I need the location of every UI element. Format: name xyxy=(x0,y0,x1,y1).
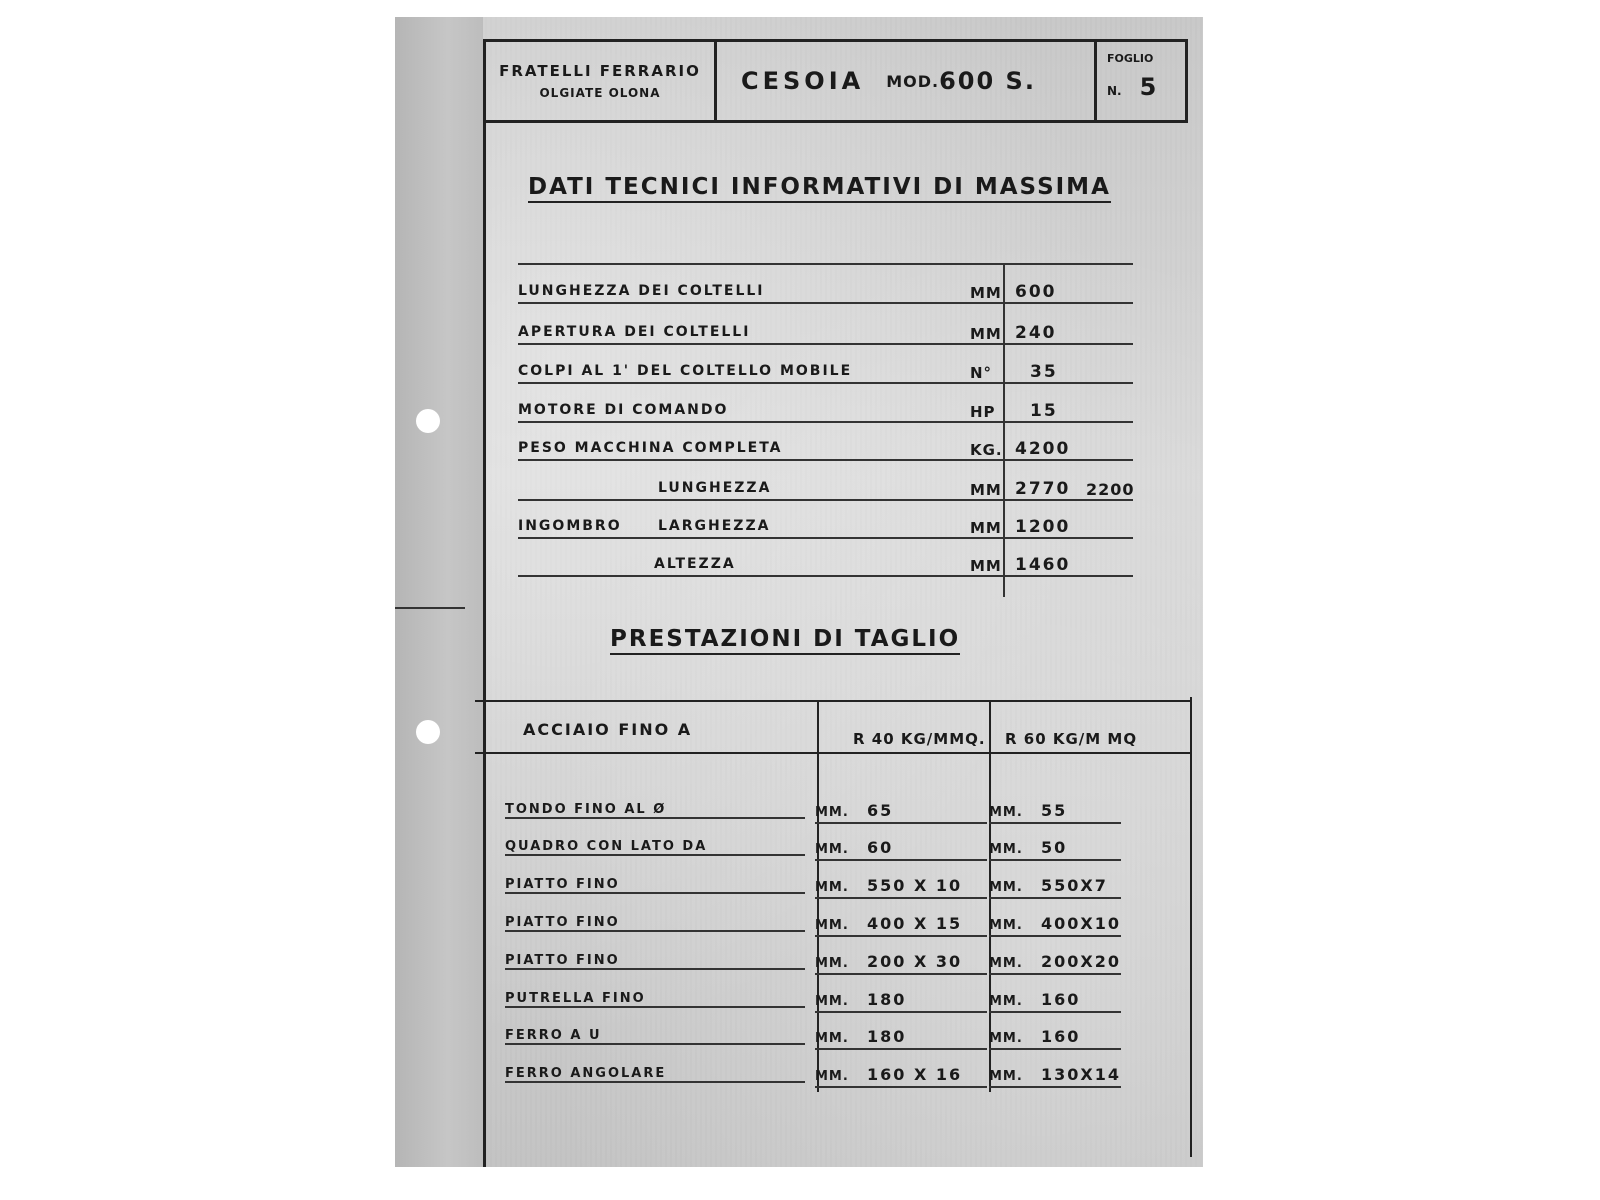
tech-row xyxy=(518,431,1133,461)
tech-unit: HP xyxy=(970,403,996,421)
sheet-n-label: N. xyxy=(1107,84,1122,98)
value: 50 xyxy=(1041,838,1068,857)
r40-cell xyxy=(815,911,987,937)
tech-unit: MM xyxy=(970,519,1002,537)
r60-cell xyxy=(989,798,1121,824)
unit: MM. xyxy=(815,1069,849,1084)
tech-value: 15 xyxy=(1030,401,1058,421)
r60-cell xyxy=(989,987,1121,1013)
tech-row xyxy=(518,354,1133,384)
unit: MM. xyxy=(989,842,1023,857)
row-label: PUTRELLA FINO xyxy=(505,991,805,1008)
value: 160 xyxy=(1041,1027,1081,1046)
company-name: FRATELLI FERRARIO xyxy=(499,62,701,80)
value: 200X20 xyxy=(1041,952,1121,971)
tech-value-alt: 2200 xyxy=(1086,480,1135,499)
value: 200 X 30 xyxy=(867,952,963,971)
column-header-material: ACCIAIO FINO A xyxy=(523,720,693,739)
value: 550 X 10 xyxy=(867,876,963,895)
value: 65 xyxy=(867,801,894,820)
r40-cell xyxy=(815,835,987,861)
tech-value: 1460 xyxy=(1015,555,1071,575)
model-number: 600 S. xyxy=(939,67,1036,95)
punch-hole xyxy=(416,409,440,433)
table-rule xyxy=(475,700,1191,702)
company-city: OLGIATE OLONA xyxy=(539,86,661,100)
tech-label: LUNGHEZZA DEI COLTELLI xyxy=(518,283,765,299)
r40-cell xyxy=(815,798,987,824)
tech-row xyxy=(518,274,1133,304)
unit: MM. xyxy=(989,880,1023,895)
row-label: TONDO FINO AL Ø xyxy=(505,802,805,819)
unit: MM. xyxy=(815,880,849,895)
row-label: PIATTO FINO xyxy=(505,915,805,932)
tech-label: LUNGHEZZA xyxy=(658,480,772,496)
r60-cell xyxy=(989,949,1121,975)
tech-unit: MM xyxy=(970,325,1002,343)
tech-value: 4200 xyxy=(1015,439,1071,459)
tech-row xyxy=(518,393,1133,423)
tech-unit: MM xyxy=(970,481,1002,499)
title-block xyxy=(483,39,1188,123)
table-row xyxy=(505,907,1125,937)
table-row xyxy=(505,983,1125,1013)
binding-margin xyxy=(395,17,483,1167)
company-block xyxy=(486,42,717,120)
value: 400X10 xyxy=(1041,914,1121,933)
column-header-r40: R 40 KG/MMQ. xyxy=(853,730,986,748)
r40-cell xyxy=(815,949,987,975)
r60-cell xyxy=(989,835,1121,861)
tech-label: APERTURA DEI COLTELLI xyxy=(518,324,751,340)
tech-label: INGOMBRO xyxy=(518,518,622,534)
tech-label: PESO MACCHINA COMPLETA xyxy=(518,440,783,456)
unit: MM. xyxy=(815,842,849,857)
unit: MM. xyxy=(989,805,1023,820)
table-row xyxy=(505,831,1125,861)
technical-data-title: DATI TECNICI INFORMATIVI DI MASSIMA xyxy=(528,174,1111,203)
table-row xyxy=(505,869,1125,899)
tech-label: COLPI AL 1' DEL COLTELLO MOBILE xyxy=(518,363,853,379)
table-row xyxy=(505,1020,1125,1050)
value: 160 X 16 xyxy=(867,1065,963,1084)
value: 60 xyxy=(867,838,894,857)
unit: MM. xyxy=(989,1069,1023,1084)
row-label: QUADRO CON LATO DA xyxy=(505,839,805,856)
value: 400 X 15 xyxy=(867,914,963,933)
value: 130X14 xyxy=(1041,1065,1121,1084)
tech-row xyxy=(518,509,1133,539)
punch-hole xyxy=(416,720,440,744)
table-row xyxy=(505,945,1125,975)
value: 160 xyxy=(1041,990,1081,1009)
value: 55 xyxy=(1041,801,1068,820)
model-label: MOD. xyxy=(886,71,940,91)
tech-label: ALTEZZA xyxy=(654,556,736,572)
table-row xyxy=(505,1058,1125,1088)
row-label: PIATTO FINO xyxy=(505,953,805,970)
tech-value: 1200 xyxy=(1015,517,1071,537)
document-title-block xyxy=(717,42,1097,120)
r60-cell xyxy=(989,1062,1121,1088)
sheet-number-row xyxy=(1107,73,1185,101)
cutting-table xyxy=(475,700,1191,1170)
r60-cell xyxy=(989,873,1121,899)
tech-row xyxy=(518,315,1133,345)
tech-unit: MM xyxy=(970,557,1002,575)
tech-unit: MM xyxy=(970,284,1002,302)
r40-cell xyxy=(815,1062,987,1088)
sheet-number: 5 xyxy=(1139,73,1157,101)
row-label: PIATTO FINO xyxy=(505,877,805,894)
table-rule xyxy=(475,752,1191,754)
tech-value: 2770 xyxy=(1015,479,1071,499)
r40-cell xyxy=(815,873,987,899)
tech-value: 600 xyxy=(1015,282,1057,302)
fold-mark xyxy=(395,607,465,609)
value: 180 xyxy=(867,990,907,1009)
tech-row xyxy=(518,471,1133,501)
r60-cell xyxy=(989,911,1121,937)
tech-value: 240 xyxy=(1015,323,1057,343)
table-row xyxy=(505,794,1125,824)
unit: MM. xyxy=(815,956,849,971)
r40-cell xyxy=(815,1024,987,1050)
unit: MM. xyxy=(989,918,1023,933)
tech-value: 35 xyxy=(1030,362,1058,382)
unit: MM. xyxy=(815,994,849,1009)
machine-name: CESOIA xyxy=(741,67,865,95)
tech-unit: N° xyxy=(970,364,993,382)
tech-row xyxy=(518,547,1133,577)
unit: MM. xyxy=(815,918,849,933)
unit: MM. xyxy=(815,805,849,820)
row-label: FERRO ANGOLARE xyxy=(505,1066,805,1083)
cutting-performance-title: PRESTAZIONI DI TAGLIO xyxy=(610,626,960,655)
scanned-sheet xyxy=(395,17,1203,1167)
value: 550X7 xyxy=(1041,876,1108,895)
unit: MM. xyxy=(815,1031,849,1046)
unit: MM. xyxy=(989,956,1023,971)
unit: MM. xyxy=(989,1031,1023,1046)
sheet-label: FOGLIO xyxy=(1107,52,1154,65)
tech-label-sub: LARGHEZZA xyxy=(658,518,771,534)
column-header-r60: R 60 KG/M MQ xyxy=(1005,730,1138,748)
r60-cell xyxy=(989,1024,1121,1050)
row-label: FERRO A U xyxy=(505,1028,805,1045)
sheet-number-block xyxy=(1097,42,1185,120)
unit: MM. xyxy=(989,994,1023,1009)
rule-line xyxy=(518,263,1133,265)
value: 180 xyxy=(867,1027,907,1046)
tech-unit: KG. xyxy=(970,441,1003,459)
tech-label: MOTORE DI COMANDO xyxy=(518,402,729,418)
r40-cell xyxy=(815,987,987,1013)
